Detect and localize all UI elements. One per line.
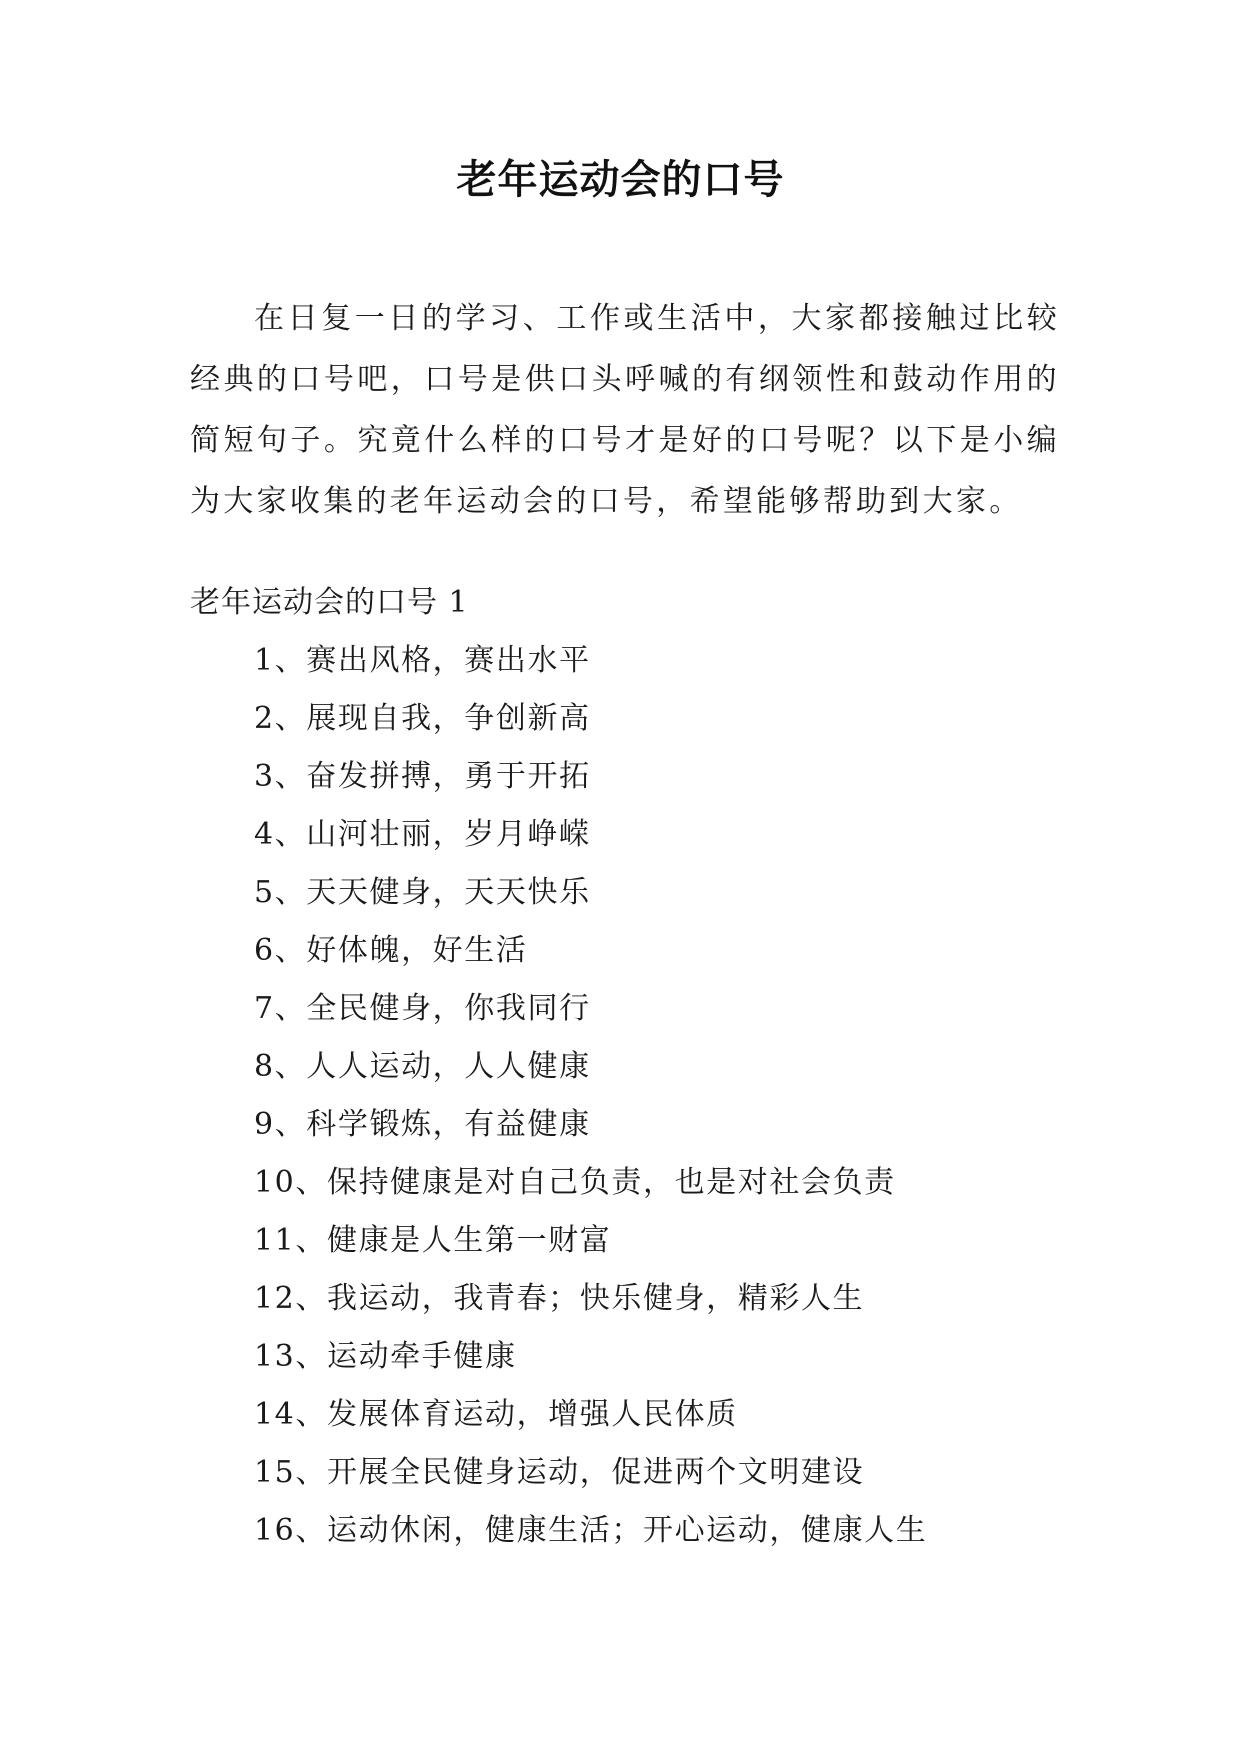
intro-paragraph: 在日复一日的学习、工作或生活中，大家都接触过比较经典的口号吧，口号是供口头呼喊的有纲领性和鼓动作用的简短句子。究竟什么样的口号才是好的口号呢？以下是小编为大家收集的老年运动会的口号，希望能够帮助到大家。: [190, 301, 1060, 519]
slogan-item: 15、开展全民健身运动，促进两个文明建设: [254, 1455, 865, 1490]
slogan-list: [254, 632, 927, 1560]
slogan-item: 12、我运动，我青春；快乐健身，精彩人生: [254, 1281, 865, 1316]
slogan-item: 2、展现自我，争创新高: [254, 701, 591, 736]
section-heading: 老年运动会的口号 1: [190, 585, 469, 620]
slogan-item: 13、运动牵手健康: [254, 1339, 517, 1374]
slogan-item: 7、全民健身，你我同行: [254, 991, 591, 1026]
slogan-item: 14、发展体育运动，增强人民体质: [254, 1397, 738, 1432]
slogan-item: 9、科学锻炼，有益健康: [254, 1107, 591, 1142]
slogan-item: 10、保持健康是对自己负责，也是对社会负责: [254, 1165, 896, 1200]
document-title: 老年运动会的口号: [456, 156, 785, 203]
slogan-item: 6、好体魄，好生活: [254, 933, 528, 968]
slogan-item: 5、天天健身，天天快乐: [254, 875, 591, 910]
slogan-item: 16、运动休闲，健康生活；开心运动，健康人生: [254, 1513, 928, 1548]
slogan-item: 8、人人运动，人人健康: [254, 1049, 591, 1084]
slogan-item: 1、赛出风格，赛出水平: [254, 643, 591, 678]
slogan-item: 11、健康是人生第一财富: [254, 1223, 612, 1258]
slogan-item: 3、奋发拼搏，勇于开拓: [254, 759, 591, 794]
slogan-item: 4、山河壮丽，岁月峥嵘: [254, 817, 591, 852]
